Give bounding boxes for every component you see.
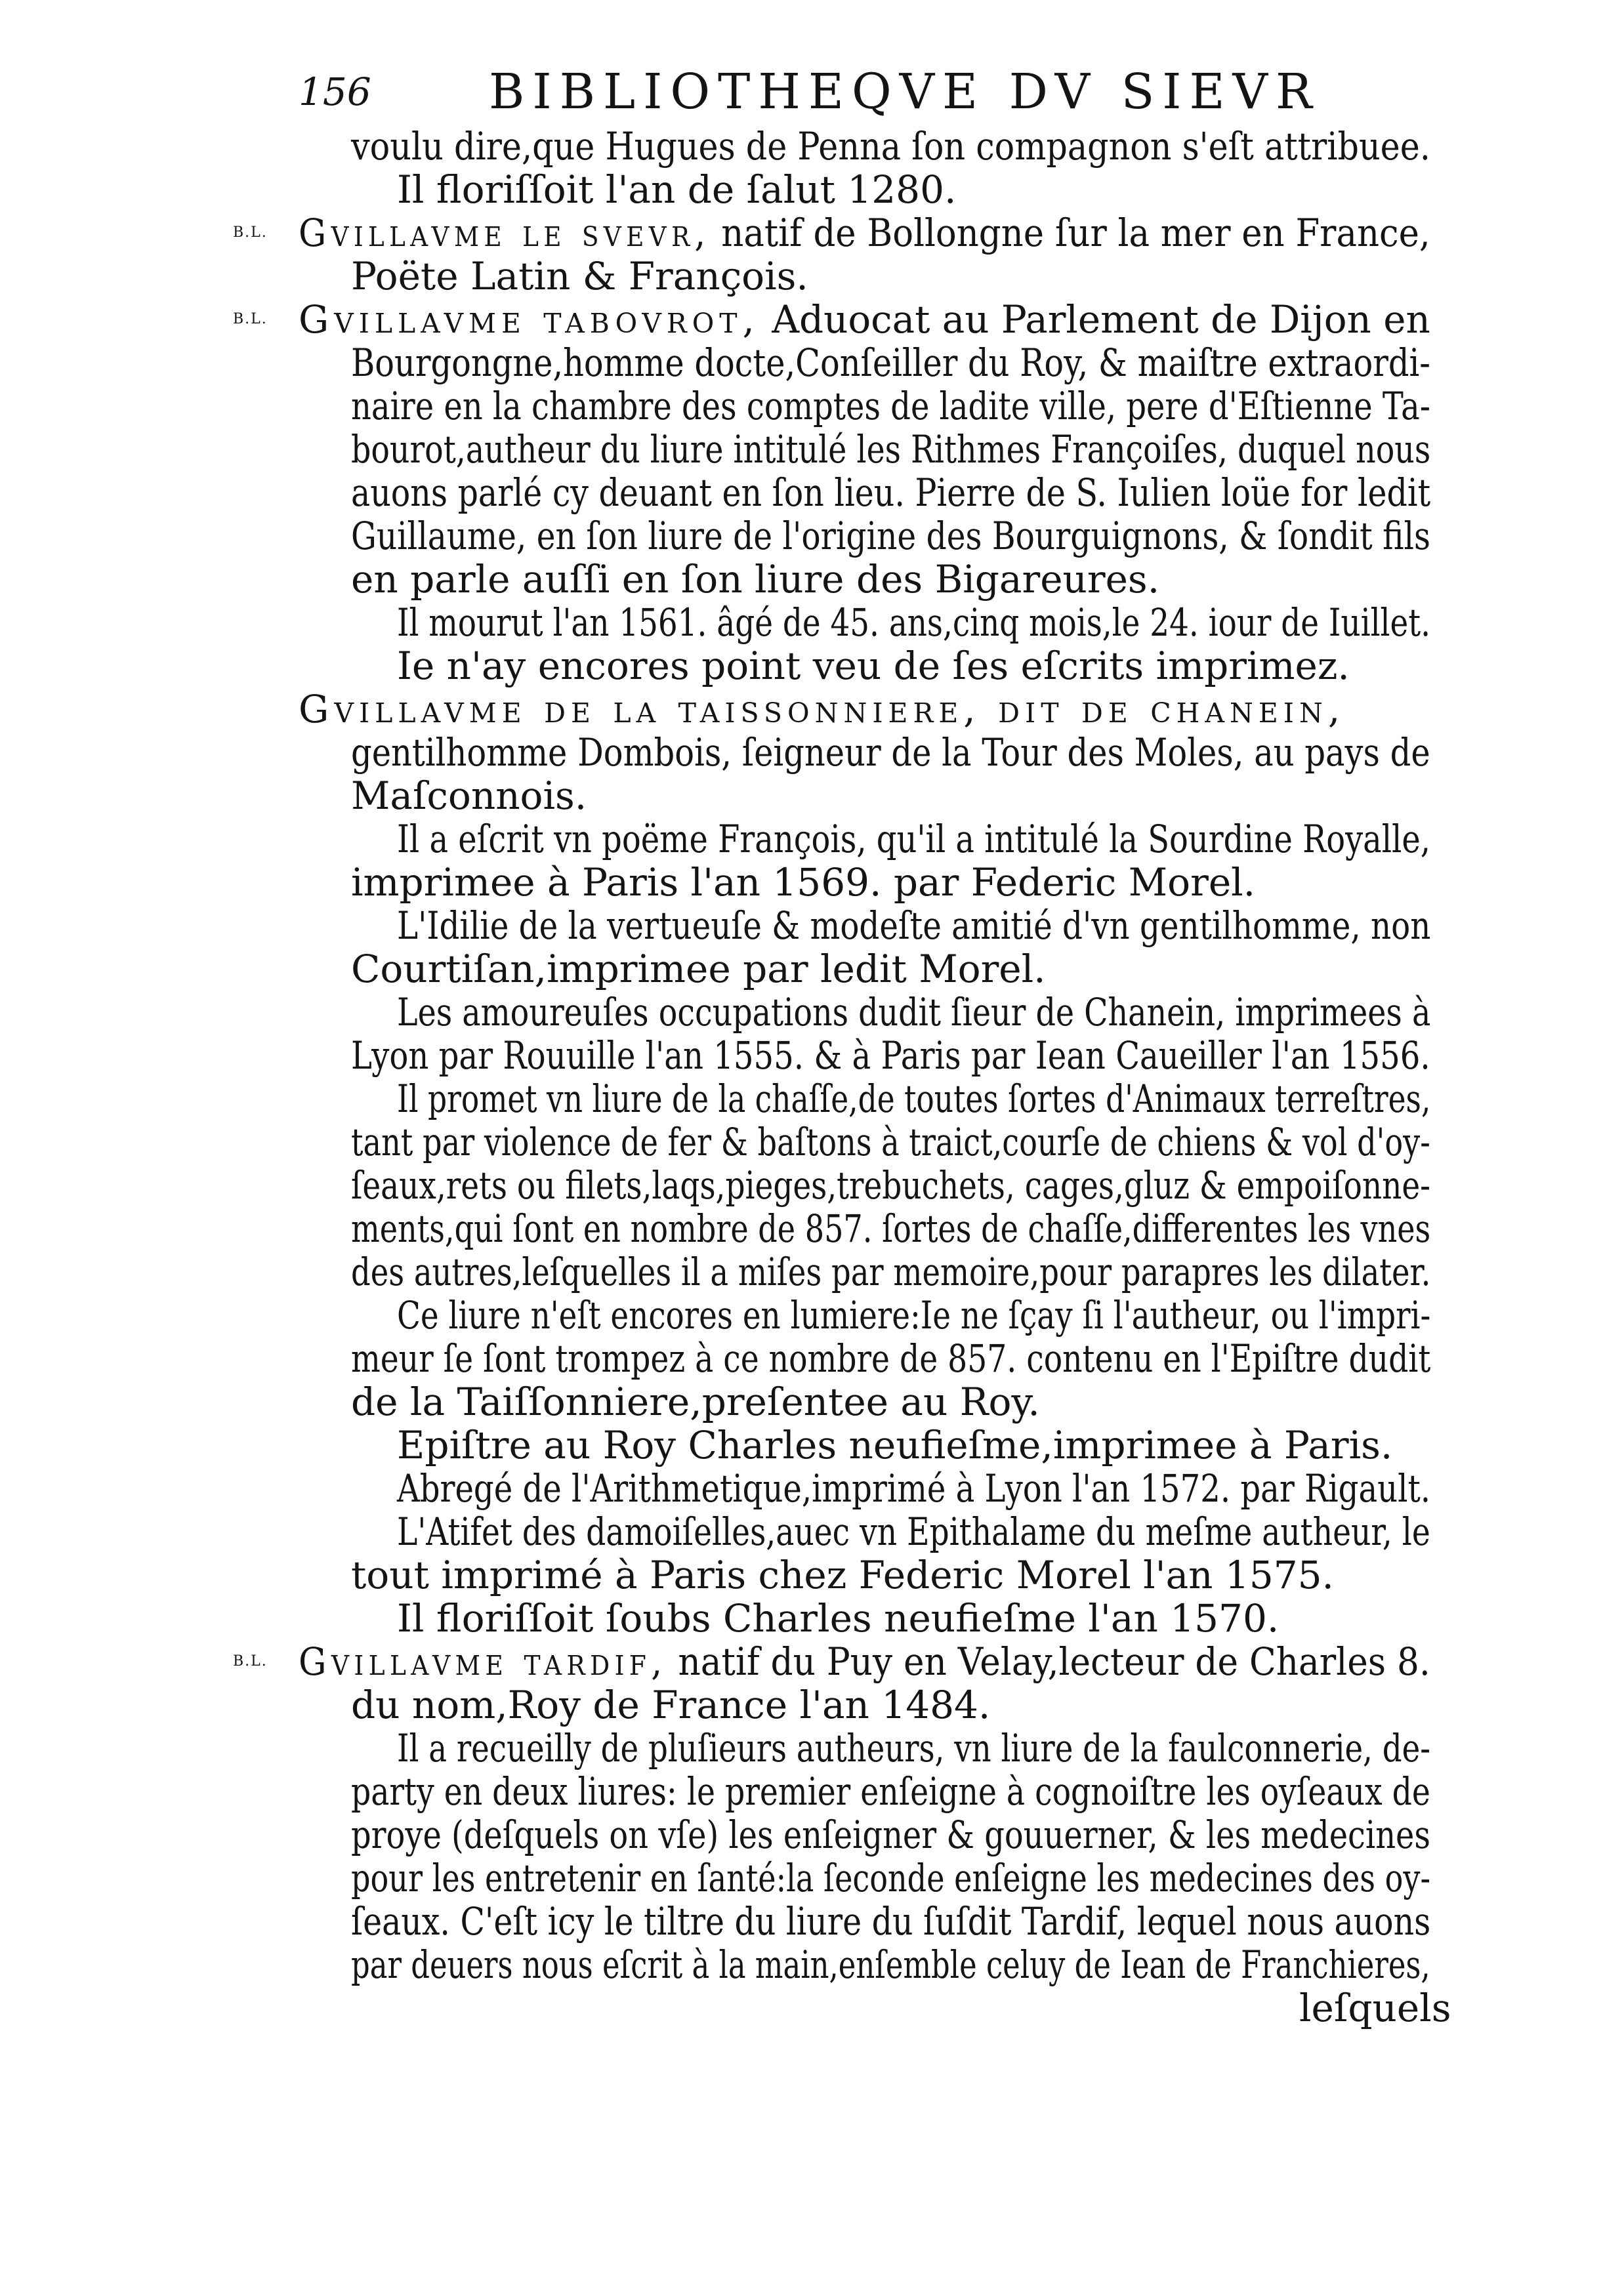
text-line: par deuers nous eſcrit à la main,enſemble celuy de Iean de Franchieres, — [351, 1942, 1430, 1987]
entry-name: Gvillavme tabovrot, — [299, 297, 760, 342]
entry-name: Gvillavme tardif, — [299, 1639, 667, 1684]
text-line: Courtiſan,imprimee par ledit Morel. — [351, 947, 1046, 991]
text-line: Il floriſſoit l'an de ſalut 1280. — [397, 167, 957, 212]
text-line: L'Idilie de la vertueuſe & modeſte amitié d'vn gentilhomme, non — [397, 903, 1431, 948]
entry-text: natif de Bollongne ſur la mer en France, — [710, 211, 1430, 255]
text-line: Il promet vn liure de la chaſſe,de toutes ſortes d'Animaux terreſtres, — [397, 1076, 1431, 1121]
entry-name: Gvillavme le svevr, — [299, 211, 711, 255]
text-line: Poëte Latin & François. — [351, 254, 808, 298]
text-line: du nom,Roy de France l'an 1484. — [351, 1683, 991, 1727]
text-line: Guillaume, en ſon liure de l'origine des Bourguignons, & ſondit fils — [351, 514, 1430, 558]
entry-heading-line — [299, 211, 1430, 255]
text-line: des autres,leſquelles il a miſes par memoire,pour parapres les dilater. — [351, 1250, 1431, 1294]
catchword: leſquels — [1299, 1986, 1451, 2030]
text-line: auons parlé cy deuant en ſon lieu. Pierre de S. Iulien loüe for ledit — [351, 470, 1431, 515]
entry-heading-line — [299, 1640, 1430, 1683]
text-line: voulu dire,que Hugues de Penna ſon compagnon s'eſt attribuee. — [351, 124, 1430, 169]
margin-marker: B.L. — [233, 311, 268, 327]
margin-marker: B.L. — [233, 224, 268, 241]
text-line: meur ſe ſont trompez à ce nombre de 857. contenu en l'Epiſtre dudit — [351, 1336, 1431, 1381]
page-number: 156 — [299, 70, 371, 114]
text-line: pour les entretenir en ſanté:la ſeconde enſeigne les medecines des oy- — [351, 1856, 1431, 1900]
text-line: Les amoureuſes occupations dudit ſieur de Chanein, imprimees à — [397, 990, 1431, 1035]
entry-heading-line — [299, 298, 1430, 341]
text-line: tant par violence de fer & baſtons à traict,courſe de chiens & vol d'oy- — [351, 1120, 1430, 1164]
entry-heading-line: Gvillavme de la taissonniere, dit de chanein, — [299, 687, 1346, 731]
text-line: ments,qui ſont en nombre de 857. ſortes de chaſſe,differentes les vnes — [351, 1206, 1431, 1251]
text-line: Bourgongne,homme docte,Conſeiller du Roy, & maiſtre extraordi- — [351, 340, 1430, 385]
text-line: gentilhomme Dombois, ſeigneur de la Tour des Moles, au pays de — [351, 730, 1430, 775]
text-line: naire en la chambre des comptes de ladite ville, pere d'Eſtienne Ta- — [351, 384, 1430, 428]
text-line: Il a recueilly de pluſieurs autheurs, vn liure de la faulconnerie, de- — [397, 1726, 1431, 1771]
text-line: de la Taiſſonniere,preſentee au Roy. — [351, 1380, 1040, 1424]
text-line: Ce liure n'eſt encores en lumiere:Ie ne ſçay ſi l'autheur, ou l'impri- — [397, 1293, 1431, 1338]
running-head: BIBLIOTHEQVE DV SIEVR — [489, 64, 1320, 120]
text-line: en parle auſſi en ſon liure des Bigareures. — [351, 557, 1160, 602]
text-line: imprimee à Paris l'an 1569. par Federic Morel. — [351, 860, 1256, 905]
text-line: Ie n'ay encores point veu de ſes eſcrits imprimez. — [397, 644, 1350, 688]
text-line: Il floriſſoit ſoubs Charles neufieſme l'an 1570. — [397, 1596, 1280, 1641]
text-line: Il mourut l'an 1561. âgé de 45. ans,cinq mois,le 24. iour de Iuillet. — [397, 600, 1430, 645]
entry-text: natif du Puy en Velay,lecteur de Charles 8. — [667, 1639, 1430, 1684]
text-line: proye (deſquels on vſe) les enſeigner & gouuerner, & les medecines — [351, 1813, 1430, 1857]
text-line: tout imprimé à Paris chez Federic Morel l'an 1575. — [351, 1553, 1334, 1597]
text-line: Maſconnois. — [351, 773, 587, 818]
margin-marker: B.L. — [233, 1653, 268, 1670]
page-header — [0, 56, 1624, 128]
text-line: L'Atifet des damoiſelles,auec vn Epithalame du meſme autheur, le — [397, 1509, 1430, 1554]
text-line: Lyon par Rouuille l'an 1555. & à Paris par Iean Caueiller l'an 1556. — [351, 1033, 1430, 1078]
text-line: bourot,autheur du liure intitulé les Rithmes Françoiſes, duquel nous — [351, 427, 1431, 472]
text-line: party en deux liures: le premier enſeigne à cognoiſtre les oyſeaux de — [351, 1769, 1430, 1814]
text-line: Abregé de l'Arithmetique,imprimé à Lyon l'an 1572. par Rigault. — [397, 1466, 1431, 1511]
text-line: ſeaux,rets ou filets,laqs,pieges,trebuchets, cages,gluz & empoiſonne- — [351, 1163, 1431, 1208]
entry-text: Aduocat au Parlement de Dijon en — [759, 297, 1430, 342]
text-line: Il a eſcrit vn poëme François, qu'il a intitulé la Sourdine Royalle, — [397, 817, 1430, 861]
text-line: Epiſtre au Roy Charles neufieſme,imprimee à Paris. — [397, 1423, 1393, 1467]
text-line: ſeaux. C'eſt icy le tiltre du liure du ſuſdit Tardif, lequel nous auons — [351, 1899, 1431, 1944]
